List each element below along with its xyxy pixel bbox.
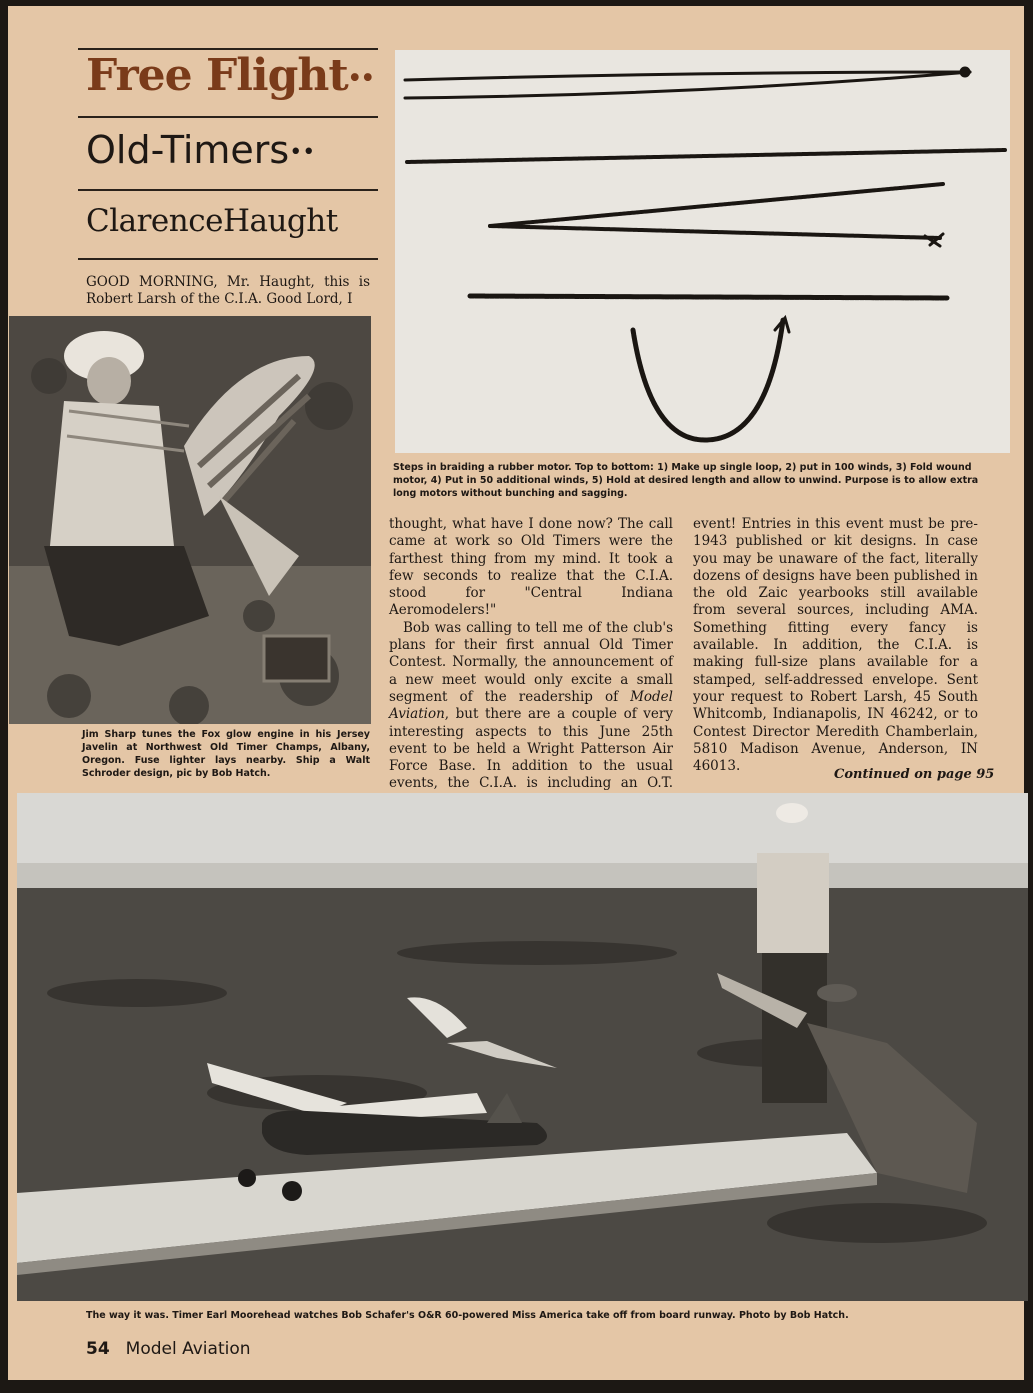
sharp-photo xyxy=(9,316,371,724)
author-name: ClarenceHaught xyxy=(86,203,338,239)
intro-paragraph: GOOD MORNING, Mr. Haught, this is Robert Larsh of the C.I.A. Good Lord, I xyxy=(86,274,370,308)
header-rule-3 xyxy=(78,258,378,260)
sharp-caption: Jim Sharp tunes the Fox glow engine in his Jersey Javelin at Northwest Old Timer Champs, Albany, Oregon. Fuse lighter lays nearby. Ship a Walt Schroder design, pic by Bob Hatch. xyxy=(82,729,370,779)
page-number: 54 xyxy=(86,1339,110,1359)
body-column-2 xyxy=(693,516,978,775)
field-photo xyxy=(17,793,1028,1301)
magazine-name: Model Aviation xyxy=(125,1339,251,1359)
braid-caption: Steps in braiding a rubber motor. Top to bottom: 1) Make up single loop, 2) put in 100 winds, 3) Fold wound motor, 4) Put in 50 additional winds, 5) Hold at desired length and allow to unwind. Purpose is to allow extra long motors without bunching and sagging. xyxy=(393,462,979,499)
header-rule-2 xyxy=(78,189,378,191)
col2-paragraph-1: event! Entries in this event must be pre-1943 published or kit designs. In case you may be unaware of the fact, literally dozens of designs have been published in the old Zaic yearbooks still available from several sources, including AMA. Something fitting every fancy is available. In addition, the C.I.A. is making full-size plans available for a stamped, self-addressed envelope. Sent your request to Robert Larsh, 45 South Whitcomb, Indianapolis, IN 46242, or to Contest Director Meredith Chamberlain, 5810 Madison Avenue, Anderson, IN 46013. xyxy=(693,516,978,775)
braid-photo xyxy=(395,50,1010,453)
body-column-1 xyxy=(389,516,673,810)
column-subtitle: Old-Timers•• xyxy=(86,128,316,172)
col1-paragraph-2: Bob was calling to tell me of the club's plans for their first annual Old Timer Contest. Normally, the announcement of a new meet would only excite a small segment of the readership of Model Aviation, but there are a couple of very interesting aspects to this June 25th event to be held a Wright Patterson Air Force Base. In addition to the usual events, the C.I.A. is including an O.T. xyxy=(389,619,673,792)
page-footer xyxy=(86,1339,251,1359)
field-caption: The way it was. Timer Earl Moorehead watches Bob Schafer's O&R 60-powered Miss America take off from board runway. Photo by Bob Hatch. xyxy=(86,1310,849,1321)
section-title: Free Flight•• xyxy=(86,50,374,101)
continued-note: Continued on page 95 xyxy=(834,767,995,782)
col1-paragraph-1: thought, what have I done now? The call came at work so Old Timers were the farthest thing from my mind. It took a few seconds to realize that the C.I.A. stood for "Central Indiana Aeromodelers!" xyxy=(389,516,673,619)
header-rule-1 xyxy=(78,116,378,118)
